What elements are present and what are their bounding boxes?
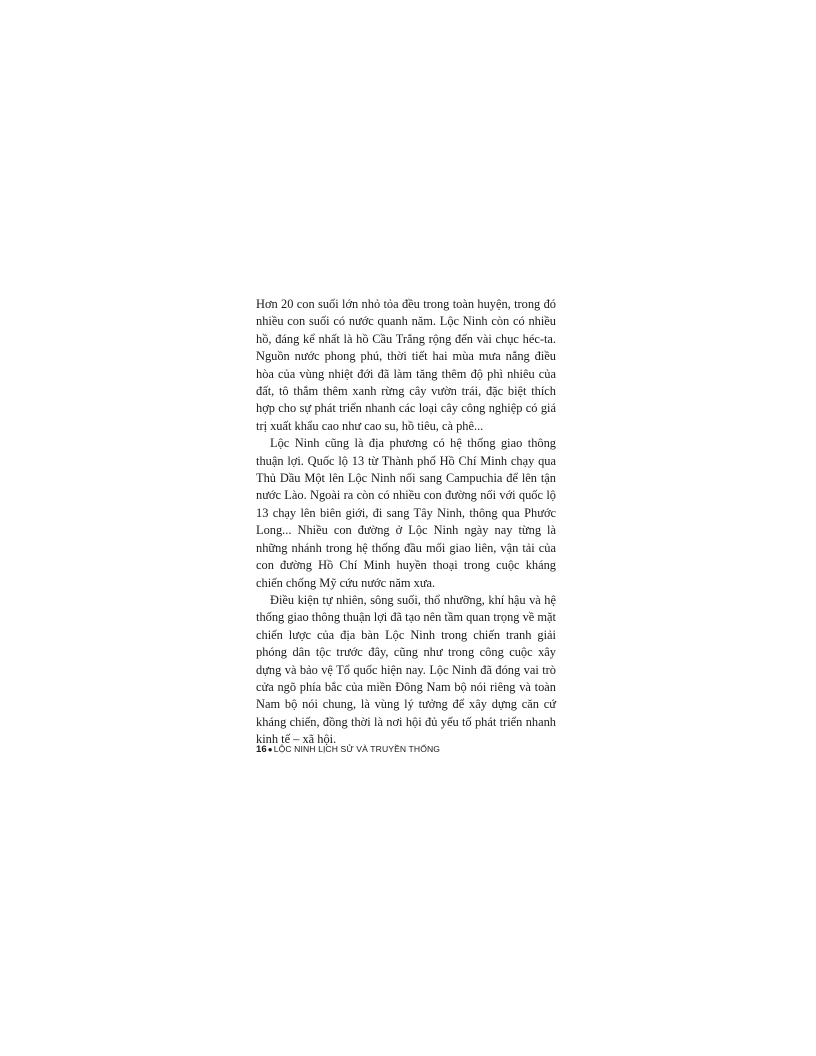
body-text	[256, 296, 556, 749]
page-number: 16	[256, 744, 267, 755]
paragraph-rivers: Hơn 20 con suối lớn nhỏ tỏa đều trong toàn huyện, trong đó nhiều con suối có nước quanh năm. Lộc Ninh còn có nhiều hồ, đáng kể nhất là hồ Cầu Trắng rộng đến vài chục héc-ta. Nguồn nước phong phú, thời tiết hai mùa mưa nắng điều hòa của vùng nhiệt đới đã làm tăng thêm độ phì nhiêu của đất, tô thắm thêm xanh rừng cây vườn trái, đặc biệt thích hợp cho sự phát triển nhanh các loại cây công nghiệp có giá trị xuất khẩu cao như cao su, hồ tiêu, cà phê...	[256, 297, 556, 433]
bullet-icon: ●	[267, 745, 273, 754]
page-footer	[256, 744, 556, 755]
running-title: LỘC NINH LỊCH SỬ VÀ TRUYỀN THỐNG	[273, 744, 441, 754]
paragraph-transport: Lộc Ninh cũng là địa phương có hệ thống giao thông thuận lợi. Quốc lộ 13 từ Thành phố Hồ Chí Minh chạy qua Thủ Dầu Một lên Lộc Ninh nối sang Campuchia để lên tận nước Lào. Ngoài ra còn có nhiều con đường nối với quốc lộ 13 chạy lên biên giới, đi sang Tây Ninh, thông qua Phước Long... Nhiều con đường ở Lộc Ninh ngày nay từng là những nhánh trong hệ thống đầu mối giao liên, vận tải của con đường Hồ Chí Minh huyền thoại trong cuộc kháng chiến chống Mỹ cứu nước năm xưa.	[256, 436, 556, 590]
paragraph-strategy: Điều kiện tự nhiên, sông suối, thổ nhưỡng, khí hậu và hệ thống giao thông thuận lợi đã tạo nên tầm quan trọng về mặt chiến lược của địa bàn Lộc Ninh trong chiến tranh giải phóng dân tộc trước đây, cũng như trong công cuộc xây dựng và bảo vệ Tổ quốc hiện nay. Lộc Ninh đã đóng vai trò cửa ngõ phía bắc của miền Đông Nam bộ nói riêng và toàn Nam bộ nói chung, là vùng lý tưởng để xây dựng căn cứ kháng chiến, đồng thời là nơi hội đủ yếu tố phát triển nhanh kinh tế – xã hội.	[256, 592, 556, 747]
